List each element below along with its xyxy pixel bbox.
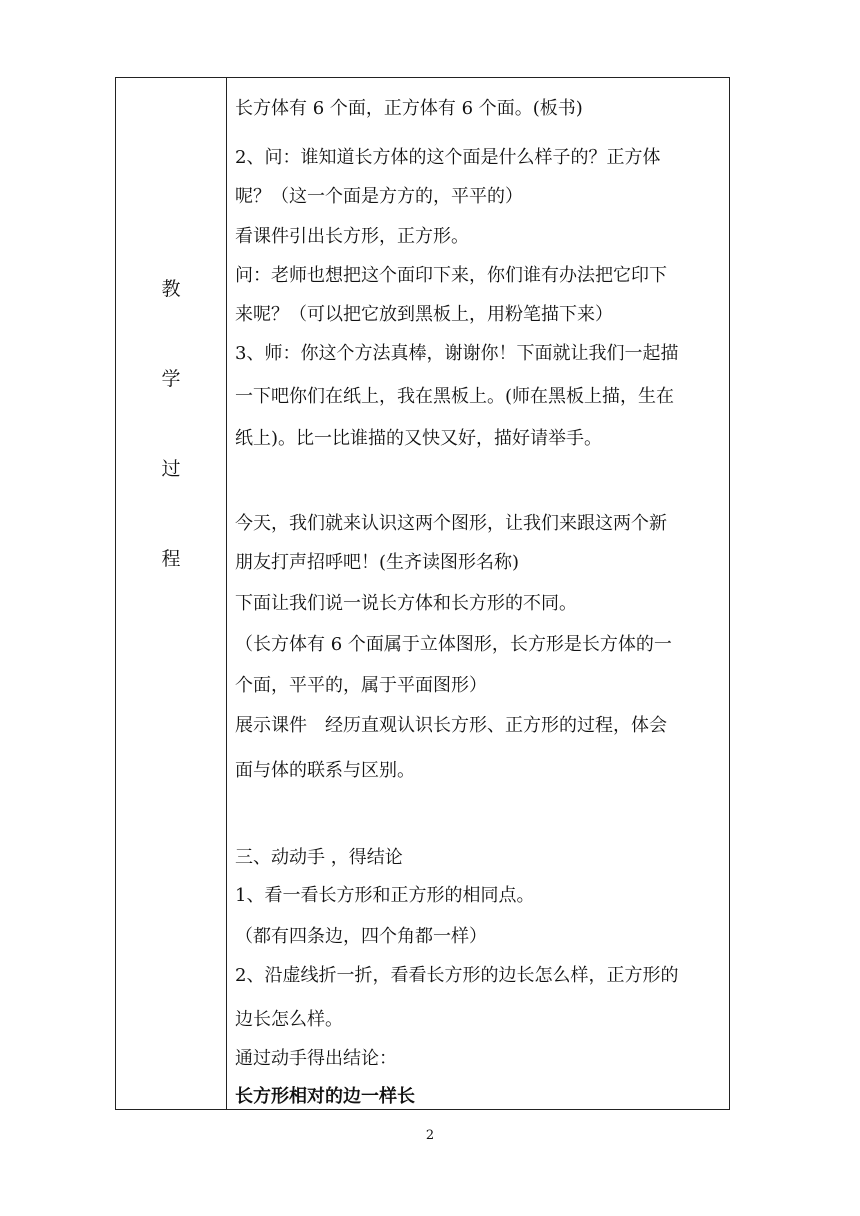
lesson-line: 通过动手得出结论： [235,1048,397,1069]
lesson-line: （都有四条边，四个角都一样） [235,926,487,947]
lesson-line: 长方体有 6 个面，正方体有 6 个面。(板书) [235,98,583,119]
lesson-line: 来呢？（可以把它放到黑板上，用粉笔描下来） [235,304,613,325]
lesson-stage-column [116,78,226,1109]
stage-label-char: 学 [161,368,181,390]
lesson-line: 3、师：你这个方法真棒，谢谢你！下面就让我们一起描 [235,343,679,364]
lesson-table [115,77,730,1110]
lesson-line: 朋友打声招呼吧！(生齐读图形名称) [235,552,520,573]
lesson-line: 展示课件 经历直观认识长方形、正方形的过程，体会 [235,715,667,736]
stage-label-char: 过 [161,458,181,480]
lesson-line: 边长怎么样。 [235,1009,343,1030]
lesson-line: 看课件引出长方形，正方形。 [235,226,469,247]
lesson-line: 呢？（这一个面是方方的，平平的） [235,186,523,207]
lesson-content-column [227,78,730,1109]
lesson-conclusion-line: 长方形相对的边一样长 [235,1086,415,1107]
lesson-line: 今天，我们就来认识这两个图形，让我们来跟这两个新 [235,513,667,534]
page-number: 2 [425,1128,435,1143]
lesson-line: 三、动动手 ，得结论 [235,847,403,868]
lesson-line: 1、看一看长方形和正方形的相同点。 [235,885,535,906]
lesson-line: 下面让我们说一说长方体和长方形的不同。 [235,593,577,614]
stage-label-char: 教 [161,278,181,300]
lesson-line: 纸上)。比一比谁描的又快又好，描好请举手。 [235,428,603,449]
lesson-line: 个面，平平的，属于平面图形） [235,675,487,696]
lesson-line: 一下吧你们在纸上，我在黑板上。(师在黑板上描，生在 [235,386,675,407]
lesson-line: 面与体的联系与区别。 [235,760,415,781]
lesson-line: 2、沿虚线折一折，看看长方形的边长怎么样，正方形的 [235,965,679,986]
stage-label-char: 程 [161,548,181,570]
lesson-line: （长方体有 6 个面属于立体图形，长方形是长方体的一 [235,634,672,655]
lesson-line: 2、问：谁知道长方体的这个面是什么样子的？正方体 [235,147,661,168]
lesson-line: 问：老师也想把这个面印下来，你们谁有办法把它印下 [235,265,667,286]
